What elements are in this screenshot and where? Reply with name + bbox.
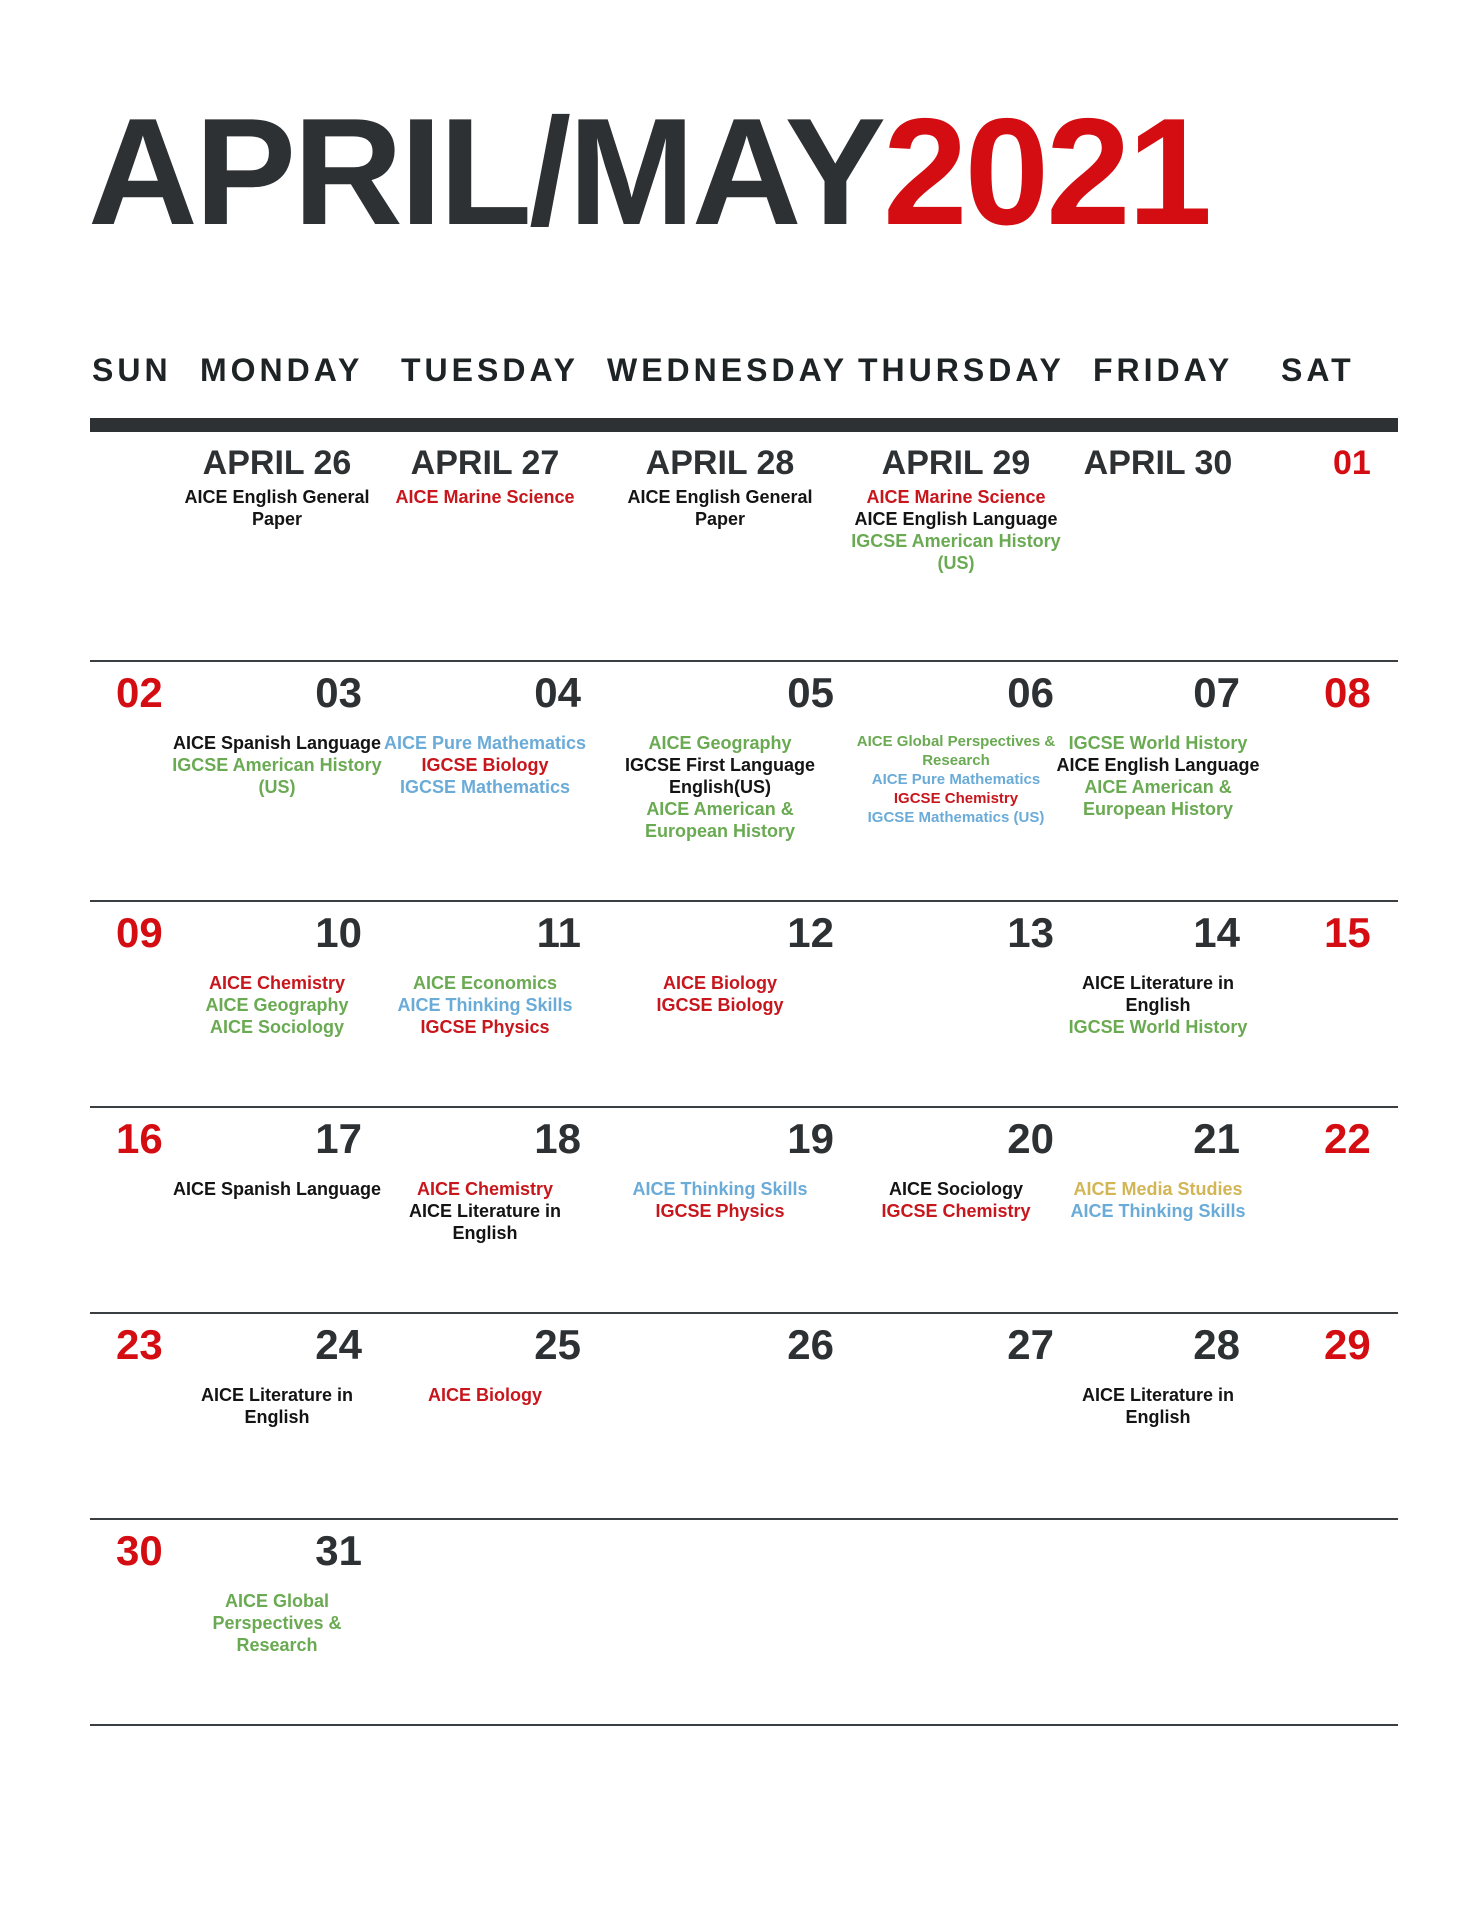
- exam-entry: AICE Literature in English: [408, 1201, 562, 1243]
- day-number: 21: [1193, 1115, 1240, 1162]
- exam-entry: IGCSE Biology: [656, 995, 784, 1015]
- exam-entry: IGCSE Mathematics (US): [867, 809, 1045, 826]
- exam-entry: AICE Media Studies: [1073, 1179, 1243, 1199]
- day-events: [172, 486, 382, 530]
- day-number: APRIL 29: [881, 444, 1031, 482]
- exam-entry: AICE Economics: [412, 973, 558, 993]
- day-events: [615, 486, 825, 530]
- day-events: [851, 486, 1061, 574]
- day-events: [1053, 1178, 1263, 1222]
- exam-entry: AICE English General Paper: [184, 487, 370, 529]
- day-events: [1053, 732, 1263, 820]
- day-number: 25: [534, 1321, 581, 1368]
- exam-entry: IGCSE Biology: [421, 755, 549, 775]
- exam-entry: AICE Biology: [427, 1385, 542, 1405]
- week-divider: [90, 1312, 1398, 1314]
- exam-entry: IGCSE Chemistry: [893, 790, 1019, 807]
- weekday-wednesday: WEDNESDAY: [607, 352, 849, 388]
- day-events: [172, 732, 382, 798]
- week-divider: [90, 1106, 1398, 1108]
- exam-entry: AICE English General Paper: [627, 487, 813, 529]
- day-number: 05: [787, 669, 834, 716]
- exam-entry: AICE Global Perspectives & Research: [856, 733, 1056, 769]
- exam-entry: IGCSE First Language English(US): [624, 755, 816, 797]
- exam-entry: AICE Thinking Skills: [1070, 1201, 1246, 1221]
- day-events: [615, 732, 825, 842]
- weekday-thursday: THURSDAY: [858, 352, 1065, 388]
- weekday-tuesday: TUESDAY: [401, 352, 579, 388]
- exam-entry: AICE American & European History: [1082, 777, 1234, 819]
- day-number: 09: [116, 909, 163, 956]
- day-number: 02: [116, 669, 163, 716]
- exam-entry: AICE Marine Science: [866, 487, 1046, 507]
- day-number: 31: [315, 1527, 362, 1574]
- day-number: 06: [1007, 669, 1054, 716]
- day-events: [380, 1178, 590, 1244]
- exam-entry: AICE Literature in English: [1081, 1385, 1235, 1427]
- day-number: 17: [315, 1115, 362, 1162]
- exam-entry: AICE Thinking Skills: [632, 1179, 808, 1199]
- exam-entry: AICE Chemistry: [416, 1179, 554, 1199]
- day-events: [172, 1178, 382, 1200]
- page-title: [88, 87, 1210, 257]
- week-divider: [90, 900, 1398, 902]
- day-events: [615, 972, 825, 1016]
- exam-entry: IGCSE American History (US): [172, 755, 382, 797]
- day-events: [172, 1590, 382, 1656]
- weekday-sat: SAT: [1281, 352, 1355, 388]
- exam-entry: AICE English Language: [1056, 755, 1260, 775]
- day-events: [836, 732, 1076, 827]
- exam-entry: AICE Chemistry: [208, 973, 346, 993]
- exam-entry: AICE Geography: [205, 995, 349, 1015]
- day-number: 24: [315, 1321, 362, 1368]
- day-number: 03: [315, 669, 362, 716]
- exam-entry: IGCSE American History (US): [851, 531, 1061, 573]
- day-events: [851, 1178, 1061, 1222]
- day-number: 19: [787, 1115, 834, 1162]
- week-divider: [90, 1724, 1398, 1726]
- title-year: 2021: [883, 87, 1210, 257]
- day-number: 04: [534, 669, 581, 716]
- day-number: 01: [1333, 444, 1371, 482]
- weekday-monday: MONDAY: [200, 352, 364, 388]
- weekday-friday: FRIDAY: [1093, 352, 1234, 388]
- exam-entry: AICE American & European History: [644, 799, 796, 841]
- exam-entry: IGCSE Chemistry: [881, 1201, 1031, 1221]
- day-number: 29: [1324, 1321, 1371, 1368]
- day-number: 11: [536, 909, 581, 956]
- exam-entry: AICE Spanish Language: [172, 1179, 382, 1199]
- exam-entry: AICE Global Perspectives & Research: [212, 1591, 342, 1655]
- header-divider: [90, 418, 1398, 432]
- day-number: 10: [315, 909, 362, 956]
- day-number: APRIL 30: [1083, 444, 1233, 482]
- day-events: [380, 486, 590, 508]
- day-number: 20: [1007, 1115, 1054, 1162]
- day-number: 18: [534, 1115, 581, 1162]
- day-number: APRIL 27: [410, 444, 560, 482]
- day-events: [380, 1384, 590, 1406]
- exam-entry: AICE English Language: [854, 509, 1058, 529]
- day-events: [172, 1384, 382, 1428]
- day-number: 15: [1324, 909, 1371, 956]
- day-number: 30: [116, 1527, 163, 1574]
- exam-entry: AICE Geography: [648, 733, 792, 753]
- title-months: APRIL/MAY: [88, 87, 884, 257]
- week-divider: [90, 1518, 1398, 1520]
- day-events: [615, 1178, 825, 1222]
- exam-entry: AICE Spanish Language: [172, 733, 382, 753]
- exam-entry: AICE Pure Mathematics: [383, 733, 587, 753]
- day-number: 28: [1193, 1321, 1240, 1368]
- day-events: [380, 732, 590, 798]
- day-number: 16: [116, 1115, 163, 1162]
- week-divider: [90, 660, 1398, 662]
- exam-entry: AICE Literature in English: [1081, 973, 1235, 1015]
- exam-entry: IGCSE World History: [1068, 1017, 1248, 1037]
- exam-entry: AICE Sociology: [888, 1179, 1023, 1199]
- day-number: 26: [787, 1321, 834, 1368]
- day-events: [172, 972, 382, 1038]
- day-number: 07: [1193, 669, 1240, 716]
- day-events: [1053, 1384, 1263, 1428]
- day-events: [380, 972, 590, 1038]
- day-number: 23: [116, 1321, 163, 1368]
- day-number: 13: [1007, 909, 1054, 956]
- day-number: APRIL 28: [645, 444, 795, 482]
- exam-entry: AICE Biology: [662, 973, 777, 993]
- exam-entry: IGCSE Mathematics: [399, 777, 571, 797]
- day-events: [1053, 972, 1263, 1038]
- exam-entry: IGCSE World History: [1068, 733, 1248, 753]
- exam-entry: AICE Literature in English: [200, 1385, 354, 1427]
- day-number: 22: [1324, 1115, 1371, 1162]
- exam-entry: AICE Pure Mathematics: [871, 771, 1041, 788]
- day-number: 27: [1007, 1321, 1054, 1368]
- day-number: 12: [787, 909, 834, 956]
- day-number: APRIL 26: [202, 444, 352, 482]
- weekday-sun: SUN: [92, 352, 172, 388]
- exam-entry: AICE Marine Science: [395, 487, 575, 507]
- exam-entry: AICE Thinking Skills: [397, 995, 573, 1015]
- exam-entry: IGCSE Physics: [655, 1201, 785, 1221]
- exam-entry: IGCSE Physics: [420, 1017, 550, 1037]
- day-number: 14: [1193, 909, 1240, 956]
- exam-entry: AICE Sociology: [209, 1017, 344, 1037]
- day-number: 08: [1324, 669, 1371, 716]
